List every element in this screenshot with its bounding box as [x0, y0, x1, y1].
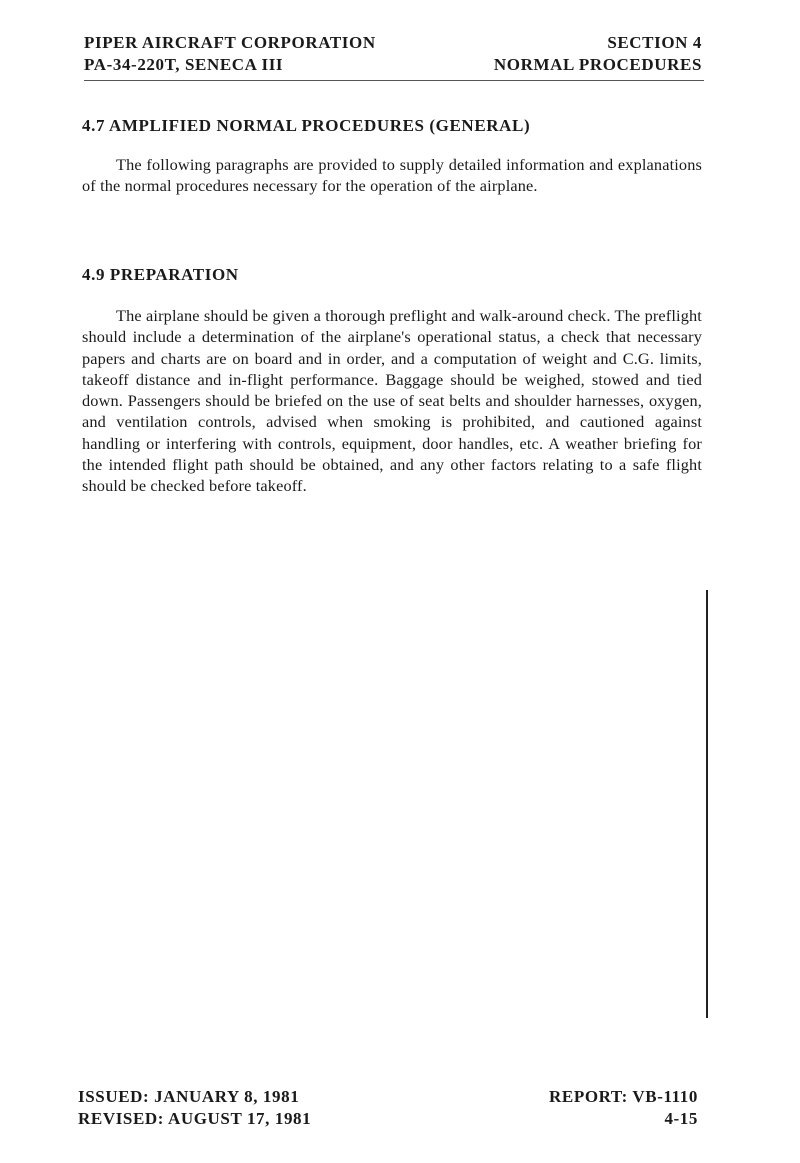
- section-4-9: [82, 265, 702, 497]
- section-4-7: [82, 116, 702, 197]
- revision-bar: [706, 590, 708, 1018]
- section-heading: 4.7 AMPLIFIED NORMAL PROCEDURES (GENERAL): [82, 116, 531, 135]
- company-name: PIPER AIRCRAFT CORPORATION: [84, 33, 376, 52]
- section-paragraph: The airplane should be given a thorough preflight and walk-around check. The preflight should include a determination of the airplane's operational status, a check that necessary papers and charts are on board and in order, and a computation of weight and C.G. limits, takeoff distance and in-flight performance. Baggage should be weighed, stowed and tied down. Passengers should be briefed on the use of seat belts and shoulder harnesses, oxygen, and ventilation controls, advised when smoking is prohibited, and cautioned against handling or interfering with controls, equipment, door handles, etc. A weather briefing for the intended flight path should be obtained, and any other factors relating to a safe flight should be checked before takeoff.: [82, 306, 702, 496]
- page-number: 4-15: [664, 1109, 698, 1128]
- running-header-right: [494, 32, 702, 76]
- report-number: REPORT: VB-1110: [549, 1087, 698, 1106]
- aircraft-model: PA-34-220T, SENECA III: [84, 55, 284, 74]
- section-number: SECTION 4: [607, 33, 702, 52]
- footer-right: [549, 1086, 698, 1130]
- section-paragraph: The following paragraphs are provided to supply detailed information and explanations of the normal procedures necessary for the operation of the airplane.: [82, 155, 702, 196]
- section-title: NORMAL PROCEDURES: [493, 55, 702, 74]
- header-divider: [84, 80, 704, 81]
- issued-date: ISSUED: JANUARY 8, 1981: [78, 1087, 300, 1106]
- section-heading: 4.9 PREPARATION: [82, 265, 239, 284]
- running-header-left: [84, 32, 376, 76]
- footer-left: [78, 1086, 311, 1130]
- revised-date: REVISED: AUGUST 17, 1981: [78, 1109, 312, 1128]
